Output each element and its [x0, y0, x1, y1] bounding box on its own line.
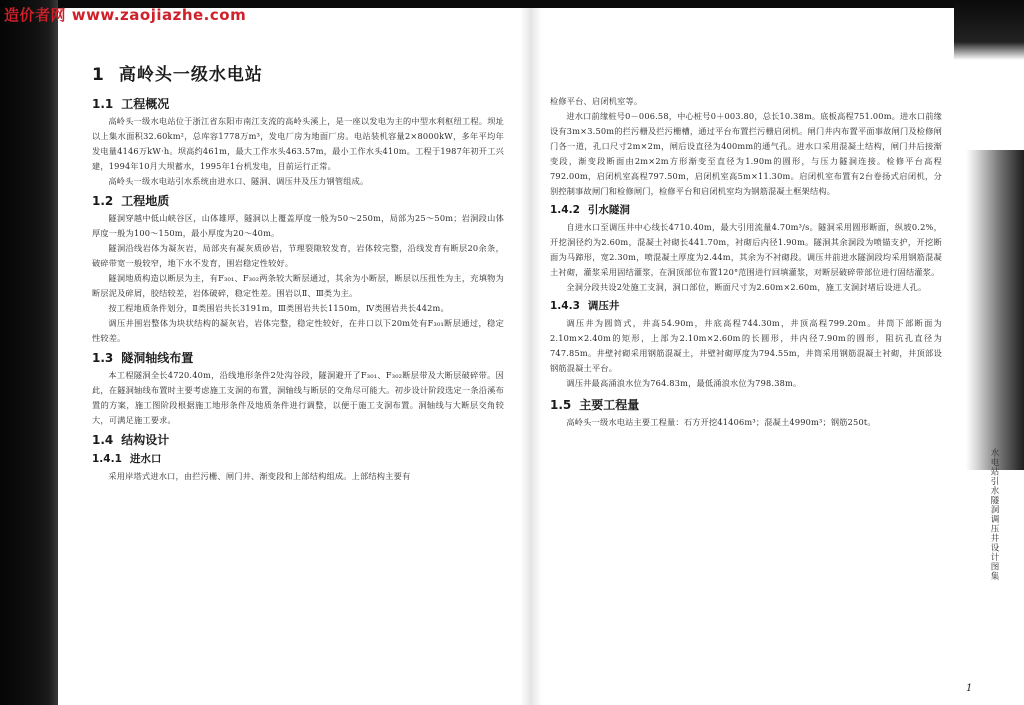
paragraph: 自进水口至调压井中心线长4710.40m，最大引用流量4.70m³/s。隧洞采用圆形断面，纵坡0.2%，开挖洞径约为2.60m，混凝土衬砌长441.70m，衬砌后内径1.90m。隧洞其余洞段为喷锚支护，开挖断面为马蹄形，宽2.30m，喷混凝土厚度为2.44m，其余为不衬砌段。调压井前进水隧洞段均采用钢筋混凝土衬砌，灌浆采用固结灌浆，在洞顶部位布置120°范围进行回填灌浆，对断层破碎带部位进行固结灌浆。 [550, 222, 942, 277]
paragraph: 调压井围岩整体为块状结构的凝灰岩，岩体完整，稳定性较好，在井口以下20m处有F₃₀₁断层通过，稳定性较差。 [92, 318, 504, 343]
chapter-title: 高岭头一级水电站 [118, 65, 263, 85]
side-margin-note: 水电站引水隧洞调压井设计图集 [989, 448, 999, 581]
scan-right-shadow [966, 150, 1024, 470]
section-heading-1-1: 1.1 工程概况 [92, 97, 170, 111]
paragraph: 调压井最高涌浪水位为764.83m，最低涌浪水位为798.38m。 [566, 378, 802, 388]
section-heading-1-3: 1.3 隧洞轴线布置 [92, 351, 194, 365]
paragraph: 高岭头一级水电站引水系统由进水口、隧洞、调压井及压力钢管组成。 [108, 176, 369, 186]
paragraph: 高岭头一级水电站主要工程量：石方开挖41406m³；混凝土4990m³；钢筋250t。 [566, 417, 876, 427]
paragraph: 全洞分段共设2处施工支洞，洞口部位，断面尺寸为2.60m×2.60m，施工支洞封堵后设进人孔。 [566, 282, 927, 292]
paragraph: 隧洞沿线岩体为凝灰岩，局部夹有凝灰质砂岩，节理裂隙较发育，岩体较完整，沿线发育有断层20余条，破碎带宽一般较窄，地下水不发育，围岩稳定性较好。 [92, 243, 504, 268]
section-heading-1-5: 1.5 主要工程量 [550, 398, 640, 412]
paragraph: 隧洞地质构造以断层为主，有F₃₀₁、F₃₀₂两条较大断层通过，其余为小断层，断层以压扭性为主，充填物为断层泥及碎屑，胶结较差，岩体破碎，稳定性差。围岩以Ⅱ、Ⅲ类为主。 [92, 273, 504, 298]
subsection-heading-1-4-1: 1.4.1 进水口 [92, 453, 162, 465]
paragraph: 本工程隧洞全长4720.40m，沿线地形条件2处沟谷段，隧洞避开了F₃₀₁、F₃₀₂断层带及大断层破碎带。因此，在隧洞轴线布置时主要考虑施工支洞的布置，洞轴线与断层的交角尽可能大。初步设计阶段选定一条沿溪布置的方案，施工图阶段根据施工地形条件及地质条件进行调整，以便于施工支洞布置。洞轴线与大断层交角较大，可满足施工要求。 [92, 370, 504, 425]
right-page [550, 94, 942, 430]
scan-left-border [0, 0, 58, 705]
paragraph: 高岭头一级水电站位于浙江省东阳市南江支流的高岭头溪上，是一座以发电为主的中型水利枢纽工程。坝址以上集水面积32.60km²，总库容1778万m³，发电厂房为地面厂房。电站装机容量2×8000kW，多年平均年发电量4146万kW·h。坝高约461m，最大工作水头463.57m，最小工作水头410m。工程于1987年初开工兴建，1994年10月大坝蓄水，1995年1台机发电，目前运行正常。 [92, 116, 504, 171]
paragraph-continued: 检修平台、启闭机室等。 [550, 96, 643, 106]
watermark: 造价者网 www.zaojiazhe.com [4, 6, 247, 24]
scan-right-corner [954, 0, 1024, 60]
chapter-number: 1 [92, 65, 105, 85]
left-page [92, 60, 504, 484]
page-number: 1 [966, 683, 973, 694]
subsection-heading-1-4-3: 1.4.3 调压井 [550, 300, 620, 312]
section-heading-1-2: 1.2 工程地质 [92, 194, 170, 208]
book-gutter [520, 8, 542, 705]
subsection-heading-1-4-2: 1.4.2 引水隧洞 [550, 204, 630, 216]
paragraph: 按工程地质条件划分，Ⅱ类围岩共长3191m，Ⅲ类围岩共长1150m，Ⅳ类围岩共长442m。 [108, 303, 449, 313]
paragraph: 进水口前缘桩号0－006.58，中心桩号0＋003.80，总长10.38m。底板高程751.00m。进水口前缘设有3m×3.50m的拦污栅及拦污栅槽，通过平台布置拦污栅启闭机。闸门井内布置平面事故闸门及检修闸门各一道，孔口尺寸2m×2m，闸后设直径为400mm的通气孔。进水口采用混凝土结构，闸门井后接渐变段，渐变段断面由2m×2m方形渐变至直径为1.90m的圆形，与压力隧洞连接。检修平台高程792.00m，启闭机室高程797.50m，启闭机室高5m×11.30m。启闭机室布置有2台卷扬式启闭机，分别控制事故闸门和检修闸门，检修平台和启闭机室均为钢筋混凝土框架结构。 [550, 111, 942, 196]
section-heading-1-4: 1.4 结构设计 [92, 433, 170, 447]
paragraph: 调压井为圆筒式，井高54.90m，井底高程744.30m，井顶高程799.20m。井筒下部断面为2.10m×2.40m的矩形，上部为2.10m×2.60m的长圆形，井内径7.90m的圆形，阻抗孔直径为747.85m。井壁衬砌采用钢筋混凝土，井壁衬砌厚度为794.55m，井筒采用钢筋混凝土衬砌，井顶部设钢筋混凝土平台。 [550, 318, 942, 373]
paragraph: 隧洞穿越中低山峡谷区，山体雄厚，隧洞以上覆盖厚度一般为50～250m，局部为25～50m；岩洞段山体厚度一般为100～150m，最小厚度为20～40m。 [92, 213, 504, 238]
chapter-heading [92, 60, 504, 90]
paragraph: 采用岸塔式进水口，由拦污栅、闸门井、渐变段和上部结构组成。上部结构主要有 [108, 471, 411, 481]
